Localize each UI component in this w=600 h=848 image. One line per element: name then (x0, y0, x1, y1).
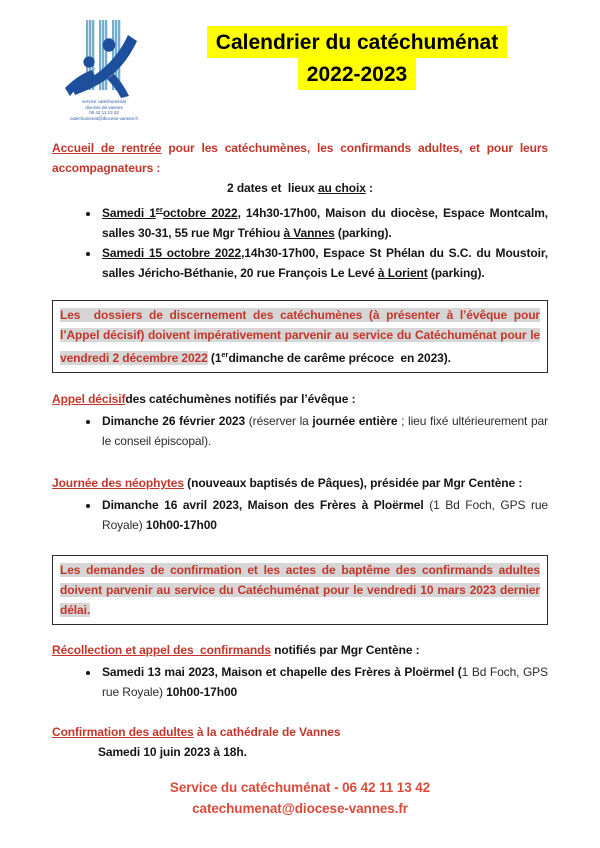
confirmation-date-line: Samedi 10 juin 2023 à 18h. (98, 745, 247, 759)
logo-caption (56, 99, 152, 121)
footer-service-phone: Service du catéchuménat - 06 42 11 13 42 (169, 780, 431, 795)
document-title (152, 20, 562, 90)
list-item-date-2: • Samedi 15 octobre 2022,14h30-17h00, Espace St Phélan du S.C. du Moustoir, salles Jéricho-Béthanie, 20 rue François Le Levé à Lorient (parking). (100, 243, 548, 283)
title-line-2: 2022-2023 (298, 58, 416, 90)
notice-box-confirmands (52, 555, 548, 625)
footer-email: catechumenat@diocese-vannes.fr (192, 801, 408, 816)
section-accueil-heading: Accueil de rentrée pour les catéchumènes, les confirmands adultes, et pour leurs accompagnateurs : (52, 141, 549, 175)
notice-box-dossiers (52, 300, 548, 373)
accueil-date-list (52, 200, 548, 283)
document-footer (52, 777, 548, 819)
document-body (0, 138, 600, 819)
section-neophytes-heading: Journée des néophytes (nouveaux baptisés de Pâques), présidée par Mgr Centène : (52, 476, 523, 490)
logo-caption-line: catechumenat@diocese-vannes.fr (69, 115, 139, 121)
appel-date-list (52, 411, 548, 451)
section-appel-heading: Appel décisifdes catéchumènes notifiés par l’évêque : (52, 392, 356, 406)
diocese-logo (56, 20, 152, 121)
list-item-neophytes-date: • Dimanche 16 avril 2023, Maison des Frères à Ploërmel (1 Bd Foch, GPS rue Royale) 10h00-17h00 (100, 495, 548, 535)
document-header (0, 0, 600, 121)
logo-caption-line: diocèse de vannes (85, 104, 123, 110)
logo-caption-line: 06 42 11 13 42 (89, 110, 119, 115)
title-line-1: Calendrier du catéchuménat (207, 26, 507, 58)
recollection-date-list (52, 662, 548, 702)
notice-box-dossiers-text: Les dossiers de discernement des catéchumènes (à présenter à l’évêque pour l’Appel décisif) doivent impérativement parvenir au service du Catéchuménat pour le vendredi 2 décembre 2022 (1erdimanche de carême précoce en 2023). (60, 308, 540, 365)
list-item-date-1: • Samedi 1eroctobre 2022, 14h30-17h00, Maison du diocèse, Espace Montcalm, salles 30-31, 55 rue Mgr Tréhiou à Vannes (parking). (100, 200, 548, 243)
section-confirmation-heading: Confirmation des adultes à la cathédrale de Vannes (52, 725, 341, 739)
notice-box-confirmands-text: Les demandes de confirmation et les actes de baptême des confirmands adultes doivent parvenir au service du Catéchuménat pour le vendredi 10 mars 2023 dernier délai. (60, 563, 540, 617)
neophytes-date-list (52, 495, 548, 535)
logo-caption-line: service catéchuménat (82, 99, 126, 104)
list-item-appel-date: • Dimanche 26 février 2023 (réserver la journée entière ; lieu fixé ultérieurement par le conseil épiscopal). (100, 411, 548, 451)
diocese-logo-graphic (62, 20, 146, 98)
section-recollection-heading: Récollection et appel des confirmands notifiés par Mgr Centène : (52, 643, 420, 657)
section-accueil-subheading: 2 dates et lieux au choix : (227, 181, 373, 195)
list-item-recollection-date: • Samedi 13 mai 2023, Maison et chapelle des Frères à Ploërmel (1 Bd Foch, GPS rue Royale) 10h00-17h00 (100, 662, 548, 702)
